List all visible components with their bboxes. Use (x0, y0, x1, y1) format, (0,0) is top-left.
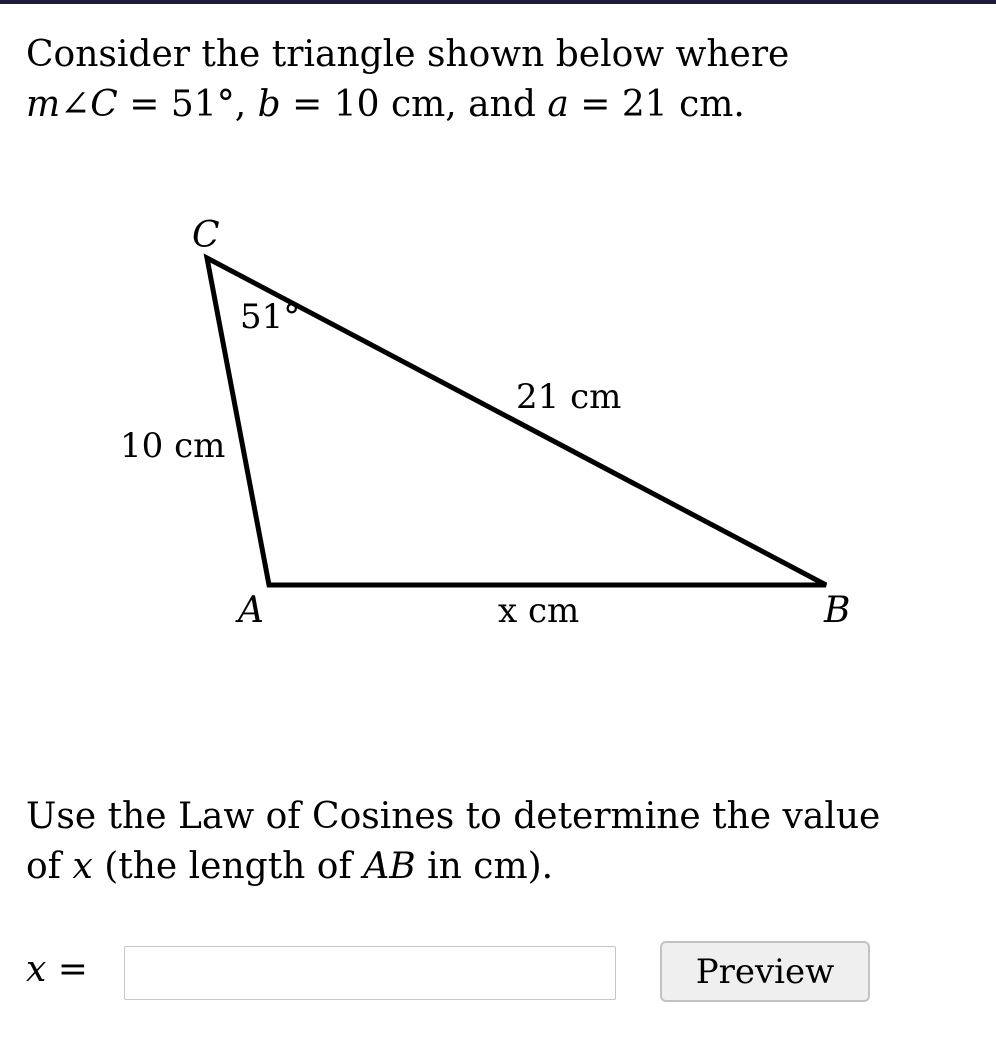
side-ca-label: 10 cm (120, 426, 226, 466)
vertex-a-label: A (238, 590, 264, 631)
equals-sign: = (568, 84, 622, 125)
side-b-value: 10 cm (333, 84, 446, 125)
top-border (0, 0, 996, 4)
segment-ab: AB (363, 846, 416, 887)
preview-button[interactable]: Preview (660, 941, 870, 1002)
intro-text: Consider the triangle shown below where (26, 34, 790, 75)
angle-c-value: 51° (170, 84, 235, 125)
problem-statement (26, 30, 789, 130)
angle-c-variable: m∠C (26, 84, 118, 125)
angle-c-label: 51° (240, 297, 301, 337)
question-end: in cm). (415, 846, 554, 887)
answer-variable: x (26, 949, 47, 990)
answer-equals: = (46, 949, 88, 990)
vertex-c-label: C (192, 215, 220, 256)
side-cb-label: 21 cm (516, 377, 622, 417)
vertex-b-label: B (824, 590, 851, 631)
triangle-outline (207, 258, 826, 585)
question-of: of (26, 846, 73, 887)
side-a-value: 21 cm (621, 84, 734, 125)
x-variable: x (72, 846, 93, 887)
question-line-1: Use the Law of Cosines to determine the value (26, 796, 881, 837)
side-a-variable: a (547, 84, 569, 125)
question-mid: (the length of (92, 846, 364, 887)
side-ab-label: x cm (498, 591, 580, 631)
side-b-variable: b (257, 84, 281, 125)
answer-label (26, 944, 88, 996)
separator: , (234, 84, 258, 125)
answer-input[interactable] (124, 946, 616, 1000)
separator: , and (445, 84, 548, 125)
equals-sign: = (117, 84, 171, 125)
question-text (26, 792, 880, 892)
period: . (733, 84, 745, 125)
equals-sign: = (280, 84, 334, 125)
